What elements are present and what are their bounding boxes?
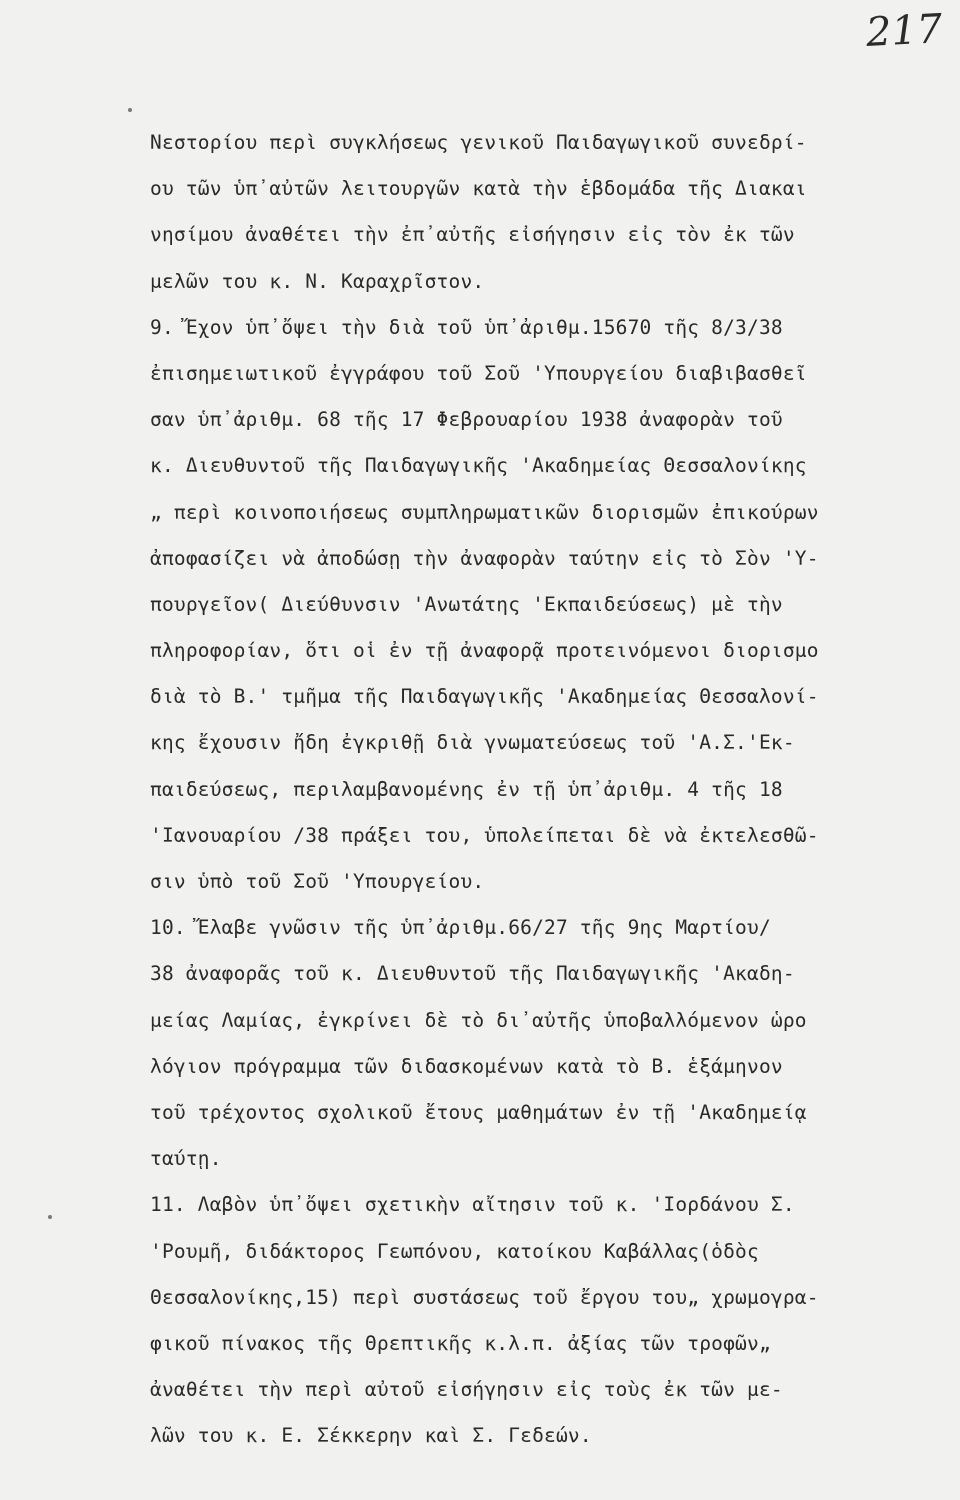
text-line: Θεσσαλονίκης,15) περὶ συστάσεως τοῦ ἔργου του„ χρωμογρα- [150,1285,819,1309]
text-line: 38 ἀναφορᾶς τοῦ κ. Διευθυντοῦ τῆς Παιδαγωγικῆς 'Ακαδη- [150,962,795,986]
text-line: μελῶν του κ. Ν. Καραχρῖστον. [150,269,485,293]
page-number: 217 [864,6,944,56]
text-line: τοῦ τρέχοντος σχολικοῦ ἔτους μαθημάτων ἐν τῇ 'Ακαδημείᾳ [150,1100,807,1124]
text-line: νησίμου ἀναθέτει τὴν ἐπ᾽αὐτῆς εἰσήγησιν εἰς τὸν ἐκ τῶν [150,223,795,247]
text-line: ου τῶν ὑπ᾽αὐτῶν λειτουργῶν κατὰ τὴν ἑβδομάδα τῆς Διακαι [150,177,807,201]
text-line: λῶν του κ. Ε. Σέκκερην καὶ Σ. Γεδεών. [150,1424,592,1448]
margin-mark [128,108,132,112]
text-line: ἀναθέτει τὴν περὶ αὐτοῦ εἰσήγησιν εἰς τοὺς ἐκ τῶν με- [150,1378,783,1402]
text-line: κης ἔχουσιν ἤδη ἐγκριθῇ διὰ γνωματεύσεως τοῦ 'Α.Σ.'Εκ- [150,731,795,755]
text-line: πουργεῖον( Διεύθυνσιν 'Ανωτάτης 'Εκπαιδεύσεως) μὲ τὴν [150,592,783,616]
text-line: Νεστορίου περὶ συγκλήσεως γενικοῦ Παιδαγωγικοῦ συνεδρί- [150,131,807,154]
typed-text-body [150,125,940,1464]
text-line: σαν ὑπ᾽ἀριθμ. 68 τῆς 17 Φεβρουαρίου 1938 ἀναφορὰν τοῦ [150,408,783,432]
text-line: 10. Ἔλαβε γνῶσιν τῆς ὑπ᾽ἀριθμ.66/27 τῆς 9ης Μαρτίου/ [150,916,771,940]
text-line: ταύτῃ. [150,1147,222,1171]
text-line: 'Ρουμῆ, διδάκτορος Γεωπόνου, κατοίκου Καβάλλας(ὁδὸς [150,1239,759,1263]
text-line: σιν ὑπὸ τοῦ Σοῦ 'Υπουργείου. [150,870,485,893]
text-line: 9. Ἔχον ὑπ᾽ὄψει τὴν διὰ τοῦ ὑπ᾽ἀριθμ.15670 τῆς 8/3/38 [150,315,783,339]
text-line: φικοῦ πίνακος τῆς Θρεπτικῆς κ.λ.π. ἀξίας τῶν τροφῶν„ [150,1331,771,1355]
text-line: μείας Λαμίας, ἐγκρίνει δὲ τὸ δι᾽αὐτῆς ὑποβαλλόμενον ὡρο [150,1008,807,1032]
text-line: παιδεύσεως, περιλαμβανομένης ἐν τῇ ὑπ᾽ἀριθμ. 4 τῆς 18 [150,777,783,801]
margin-mark [48,1215,52,1219]
text-line: 'Ιανουαρίου /38 πράξει του, ὑπολείπεται δὲ νὰ ἐκτελεσθῶ- [150,823,819,847]
text-line: ἀποφασίζει νὰ ἀποδώσῃ τὴν ἀναφορὰν ταύτην εἰς τὸ Σὸν 'Υ- [150,546,819,570]
text-line: λόγιον πρόγραμμα τῶν διδασκομένων κατὰ τὸ Β. ἑξάμηνον [150,1054,783,1078]
text-line: πληροφορίαν, ὅτι οἱ ἐν τῇ ἀναφορᾷ προτεινόμενοι διορισμο [150,639,819,663]
text-line: 11. Λαβὸν ὑπ᾽ὄψει σχετικὴν αἴτησιν τοῦ κ. 'Ιορδάνου Σ. [150,1193,795,1217]
text-line: διὰ τὸ Β.' τμῆμα τῆς Παιδαγωγικῆς 'Ακαδημείας Θεσσαλονί- [150,685,819,709]
text-line: ἐπισημειωτικοῦ ἐγγράφου τοῦ Σοῦ 'Υπουργείου διαβιβασθεῖ [150,361,807,385]
text-line: κ. Διευθυντοῦ τῆς Παιδαγωγικῆς 'Ακαδημείας Θεσσαλονίκης [150,454,807,478]
text-line: „ περὶ κοινοποιήσεως συμπληρωματικῶν διορισμῶν ἐπικούρων [150,500,819,524]
